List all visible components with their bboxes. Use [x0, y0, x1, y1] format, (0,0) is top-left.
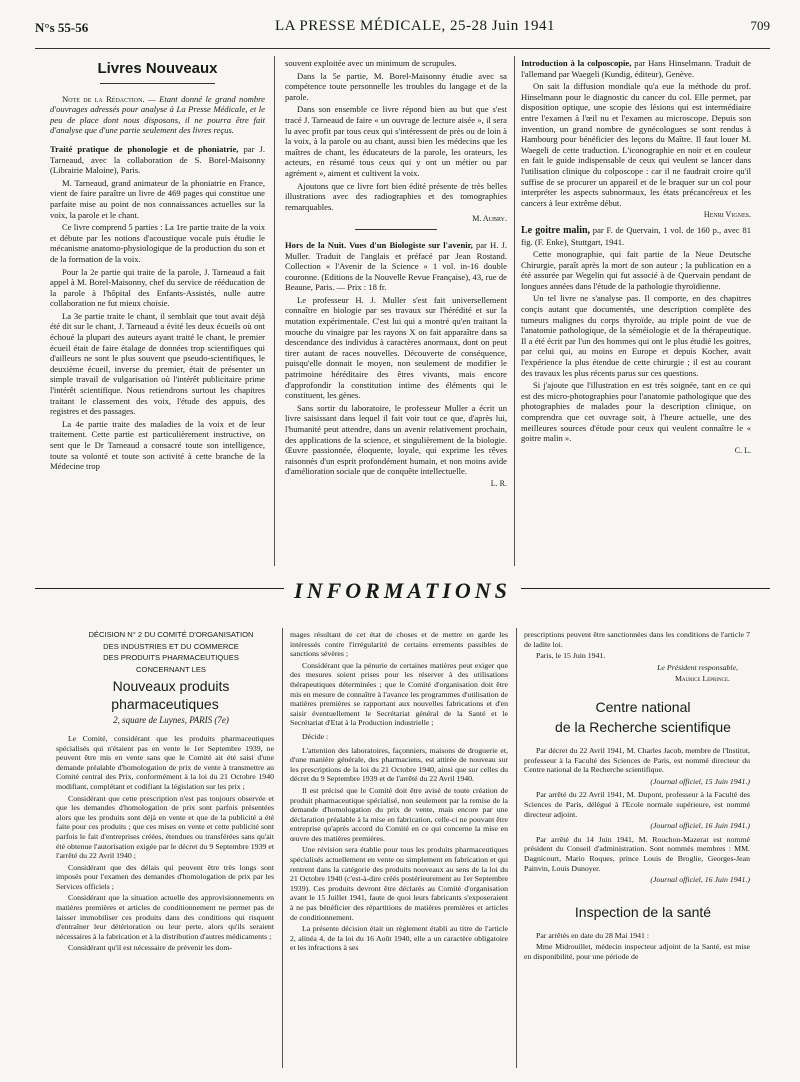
paragraph: Mme Midrouillet, médecin inspecteur adjoint de la Santé, est mise en disponibilité, pour une période de	[524, 942, 750, 961]
paragraph: mages résultant de cet état de choses et de mettre en garde les intéressés contre l'irrégularité de certains errements passibles de sanctions sévères ;	[290, 630, 508, 659]
cnrs-title: Centre national	[595, 698, 691, 715]
column-divider	[274, 56, 275, 566]
column-divider	[282, 628, 283, 1068]
sante-title: Inspection de la santé	[574, 903, 712, 920]
decision-address: 2, square de Luynes, PARIS (7e)	[113, 715, 229, 726]
paragraph: Décide :	[302, 731, 329, 741]
book-meta: par H. J. Muller. Traduit de l'anglais et préfacé par Jean Rostand. Collection « l'Avenir de la Science » 1 vol. in-16 double couronne. (Editions de la Nouvelle Revue Française), 43, rue de Beaune, Paris. — Prix : 18 fr.	[285, 239, 507, 293]
reference: (Journal officiel, 16 Juin 1941.)	[650, 821, 750, 831]
paragraph: Il est précisé que le Comité doit être avisé de toute création de produit pharmaceutique spécialisé, non seulement par la remise de la demande d'homologation du prix de vente, mais encore par une déclaration préalable à la mise en fabrication, celle-ci ne pouvant être entreprise qu'après accord du Comité en ce qui concerne la mise en œuvre des matières premières.	[290, 785, 508, 843]
paragraph: Dans son ensemble ce livre répond bien au but que s'est tracé J. Tarneaud de faire « un ouvrage de lecture aisée », il sera lu avec profit par tous ceux qui s'intéressent de près ou de loin à la voix, à la parole ou au chant, aussi bien les médecins que les maîtres de chant, les éducateurs de la parole, les orateurs, les acteurs, en résumé tous ceux qui y ont un métier ou par agrément », aiment et cultivent la voix.	[285, 104, 507, 178]
column-livres-1	[50, 58, 265, 566]
signature-name: Maurice Leprince.	[674, 674, 730, 684]
paragraph: Le Comité, considérant que les produits pharmaceutiques spécialisés qui n'étaient pas en vente le 1er Septembre 1939, ne peuvent être mis en vente sans que le Comité ait été saisi d'une demande préalable d'homologation de prix de vente à transmettre au Comité central des Prix, conformément à la loi du 21 Octobre 1940 modifiant, complétant et codifiant la législation sur les prix ;	[56, 733, 274, 791]
book-title: Introduction à la colposcopie,	[521, 58, 632, 68]
signature: Henri Vignes.	[703, 210, 751, 220]
editor-note-label: Note de la Rédaction.	[62, 93, 145, 104]
paragraph: L'attention des laboratoires, façonniers, maisons de droguerie et, d'une manière générale, des pharmaciens, est attirée de nouveau sur les prescriptions de la loi du 21 Octobre 1940, ainsi que sur celles du décret du 9 Septembre 1939 et de l'arrêté du 22 Avril 1940.	[290, 745, 508, 784]
book-entry-3	[521, 58, 751, 79]
info-column-3	[524, 630, 750, 1070]
decision-head-line: DES PRODUITS PHARMACEUTIQUES	[103, 653, 239, 663]
paragraph: Par arrêté du 22 Avril 1941, M. Dupont, professeur à la Faculté des Sciences de Paris, délégué à l'Ecole normale supérieure, est nommé directeur adjoint.	[524, 790, 750, 819]
paragraph: Ce livre comprend 5 parties : La 1re partie traite de la voix et débute par les notions d'acoustique vocale puis étudie le mécanisme anatomo-physiologique de la production du son et de la formation de la voix.	[50, 222, 265, 264]
paragraph: La 4e partie traite des maladies de la voix et de leur traitement. Cette partie est particulièrement instructive, on sent que le Dr Tarneaud a consacré toute son intelligence, toute sa volonté et toute son activité à cette branche de la Médecine trop	[50, 418, 265, 472]
paragraph: Considérant qu'il est nécessaire de prévenir les dom-	[68, 943, 233, 953]
paragraph: Considérant que la pénurie de certaines matières peut exiger que des mesures soient prises pour les réserver à des utilisations thérapeutiques déterminées ; que le Comité d'organisation doit être mis en mesure de connaître à l'avance les programmes d'utilisation de matières premières se rapportant aux nouvelles fabrications et d'en saisir éventuellement le Secrétariat général de la Santé et le Secrétariat d'Etat à la Production industrielle ;	[290, 660, 508, 728]
editor-note	[50, 94, 265, 136]
title-rule	[100, 83, 215, 84]
paragraph: Pour la 2e partie qui traite de la parole, J. Tarneaud a fait appel à M. Borel-Maisonny, chef du service de rééducation de la parole à l'hôpital des Enfants-Assistés, nulle autre collaboration ne fut mieux choisie.	[50, 266, 265, 309]
paragraph: Considérant que cette prescription n'est pas toujours observée et que les demandes d'homologation de prix sont parfois présentées alors que les produits sont déjà en vente et que de la publicité a été faite pour ces produits ; que ces mises en vente et cette publicité sont parfois le fait d'entreprises créées, étendues ou transférées sans qu'ait été obtenue l'autorisation exigée par le décret du 9 Septembre 1939 et l'arrêté du 22 Avril 1940 ;	[56, 793, 274, 861]
book-entry-1	[50, 144, 265, 176]
issue-number: N°s 55-56	[35, 20, 89, 35]
banner-title: INFORMATIONS	[284, 578, 521, 603]
signature: M. Aubry.	[472, 214, 507, 224]
paragraph: Une révision sera établie pour tous les produits pharmaceutiques spécialisés actuellement en vente ou simplement en fabrication et qui rentrent dans la catégorie des produits nouveaux au sens de la loi du 21 Octobre 1940 (c'est-à-dire créés postérieurement au 1er Septembre 1939). Ces produits devront être déclarés au Comité d'organisation avant le 15 Juillet 1941, faute de quoi leurs fabricants s'exposeraient à ne pas bénéficier des répartitions de matières premières et articles de conditionnement.	[290, 845, 508, 922]
paragraph: Considérant que la situation actuelle des approvisionnements en matières premières et articles de conditionnement ne permet pas de laisser immobiliser ces produits dans des conditions qui risquent d'entraîner leur détérioration ou leur perte, alors qu'ils seraient nécessaires à la fabrication et à la distribution d'autres médicaments ;	[56, 893, 274, 941]
info-column-2	[290, 630, 508, 1070]
journal-title: LA PRESSE MÉDICALE, 25-28 Juin 1941	[275, 18, 556, 34]
separator-rule	[355, 229, 437, 230]
paragraph: Un tel livre ne s'analyse pas. Il comporte, en des chapitres conçis autant que documentés, une description complète des tumeurs malignes du corps thyroïde, au triple point de vue de l'anatomie pathologique, de la séméiologie et de la thérapeutique. Il a été écrit par l'un des hommes qui ont le plus étudié les goitres, par celui qui, au moins en Europe et depuis Kocher, avait l'expérience la plus étendue de cette chirurgie ; il est au courant des travaux les plus récents parus sur ces questions.	[521, 293, 751, 378]
book-meta: par F. de Quervain, 1 vol. de 160 p., avec 81 fig. (F. Enke), Stuttgart, 1941.	[521, 224, 751, 247]
paragraph: Par arrêtés en date du 28 Mai 1941 :	[536, 930, 650, 940]
section-title-livres: Livres Nouveaux	[97, 60, 218, 77]
paragraph: Par décret du 22 Avril 1941, M. Charles Jacob, membre de l'Institut, professeur à la Faculté des Sciences de Paris, est nommé directeur du Centre national de la Recherche scientifique.	[524, 745, 750, 775]
signature: L. R.	[490, 478, 507, 488]
paragraph: Si j'ajoute que l'illustration en est très soignée, tant en ce qui est des micro-photographies pour l'anatomie pathologique que des photographies de malades pour la description clinique, on comprendra que cet ouvrage soit, à l'heure actuelle, une des meilleures sources d'étude pour ceux qui veulent connaître le « goitre malin ».	[521, 380, 751, 444]
book-title: Hors de la Nuit. Vues d'un Biologiste sur l'avenir,	[285, 239, 473, 250]
paragraph: Par arrêté du 14 Juin 1941, M. Rouchon-Mazerat est nommé président du Conseil d'administration. Sont nommés membres : MM. Dagnicourt, Mario Roques, prince Louis de Broglie, Georges-Jean Painvin, Louis Dunoyer.	[524, 834, 750, 873]
paragraph: La présente décision était un règlement établi au titre de l'article 2, alinéa 4, de la loi du 16 Août 1940, elle a un caractère obligatoire et les infractions à ses	[290, 924, 508, 953]
book-meta: par J. Tarneaud, avec la collaboration de S. Borel-Maisonny (Librairie Maloine), Paris.	[50, 143, 265, 176]
page-header	[35, 18, 770, 46]
paragraph: Paris, le 15 Juin 1941.	[536, 651, 606, 661]
paragraph: Dans la 5e partie, M. Borel-Maisonny étudie avec sa compétence toute personnelle les troubles du langage et de la parole.	[285, 70, 507, 102]
paragraph: La 3e partie traite le chant, il semblait que tout avait déjà été dit sur le chant, J. Tarneaud a évité les deux écueils où ont échoué la plupart des auteurs ayant traité le chant, le premier écueil était de faire étalage de données trop scientifiques qui d'ailleurs ne sont le plus souvent que pseudo-scientifiques, le deuxième écueil, inverse du premier, était de présenter un simple travail de vulgarisation où l'intérêt publicitaire prime l'intérêt scientifique. Nous retiendrons surtout les chapitres traitant le classement des voix, l'étude des appuis, des registres et des passages.	[50, 310, 265, 417]
editor-note-text: — Etant donné le grand nombre d'ouvrages adressés pour analyse à La Presse Médicale, et le peu de place dont nous disposons, il ne pourra être fait d'analyse que d'une partie seulement des livres reçus.	[50, 93, 265, 136]
column-livres-2	[285, 58, 507, 566]
book-entry-2	[285, 240, 507, 293]
signature: C. L.	[734, 445, 751, 455]
paragraph: souvent exploitée avec un minimum de scrupules.	[285, 58, 457, 68]
reference: (Journal officiel, 15 Juin 1941.)	[650, 776, 750, 786]
column-divider	[516, 628, 517, 1068]
book-entry-4	[521, 225, 751, 247]
paragraph: M. Tarneaud, grand animateur de la phoniatrie en France, vient de faire paraître un livre de 469 pages qui constitue une parfaite mise au point de nos connaissances actuelles sur la voix, la parole et le chant.	[50, 177, 265, 220]
paragraph: prescriptions peuvent être sanctionnées dans les conditions de l'article 7 de ladite loi.	[524, 630, 750, 649]
reference: (Journal officiel, 16 Juin 1941.)	[650, 875, 750, 885]
decision-head-line: CONCERNANT LES	[136, 664, 206, 674]
book-title: Le goitre malin,	[521, 224, 591, 236]
paragraph: Le professeur H. J. Muller s'est fait universellement connaître en biologie par ses travaux sur l'hérédité et sur la mutation expérimentale. C'est lui qui a montré qu'en traitant la mouche du vinaigre par les rayons X on fait apparaître dans sa descendance des individus à caractères anormaux, dont on peut tirer autant de races nouvelles. Découverte de conséquence, puisqu'elle donnait le moyen, non seulement de modifier le patrimoine héréditaire des êtres vivants, mais encore d'approfondir la constitution intime des éléments qui le constituent, les gènes.	[285, 294, 507, 401]
paragraph: Sans sortir du laboratoire, le professeur Muller a écrit un livre saisissant dans lequel il fait voir tout ce que, d'après lui, l'humanité peut attendre, dans un avenir relativement prochain, des applications de la science, et singulièrement de la biologie. Œuvre passionnée, éloquente, loyale, qui exprime les rêves raisonnés d'un esprit profondément humain, et non moins avide d'amélioration sociale que de conquête intellectuelle.	[285, 402, 507, 477]
column-livres-3	[521, 58, 751, 566]
decision-title: Nouveaux produits pharmaceutiques	[111, 678, 230, 713]
header-rule	[35, 48, 770, 49]
decision-head-line: DES INDUSTRIES ET DU COMMERCE	[103, 641, 239, 651]
paragraph: Considérant que des délais qui peuvent être très longs sont imposés pour l'examen des demandes d'homologation de prix par les Services officiels ;	[56, 862, 274, 891]
cnrs-title: de la Recherche scientifique	[555, 718, 731, 735]
info-column-1	[56, 630, 274, 1070]
paragraph: Cette monographie, qui fait partie de la Neue Deutsche Chirurgie, paraît après la mort de son auteur ; la publication en a été assurée par Wegelin qui fut associé à de Quervain pendant de longues années dans l'étude de la pathologie thyroïdienne.	[521, 249, 751, 291]
book-title: Traité pratique de phonologie et de phoniatrie,	[50, 143, 239, 154]
informations-banner	[35, 578, 770, 618]
paragraph: Ajoutons que ce livre fort bien édité présente de très belles illustrations avec des radiographies et des tomographies remarquables.	[285, 180, 507, 212]
book-meta: par Hans Hinselmann. Traduit de l'allemand par Waegeli (Kundig, éditeur), Genève.	[521, 58, 751, 79]
page-number: 709	[750, 18, 770, 33]
signature-title: Le Président responsable,	[657, 662, 738, 672]
paragraph: On sait la diffusion mondiale qu'a eue la méthode du prof. Hinselmann pour le diagnostic du cancer du col. Elle permet, par disposition optique, une scopie des lésions qui est intermédiaire entre l'examen à l'œil nu et l'examen au microscope. Depuis son invention, un grand nombre de gynécologues se sont rendus à Hambourg pour bénéficier des leçons du Maître. Il faut louer M. Waegeli de cette traduction. L'iconographie en noir et en couleur en fait le guide indispensable de ceux qui veulent se lancer dans l'utilisation clinique du colposcope : car il ne faudrait croire qu'il suffise de se procurer un appareil et de le braquer sur un col pour interpréter les aspects subnormaux, les états précancéreux et les cancers à leur extrême début.	[521, 81, 751, 208]
decision-head-line: DÉCISION N° 2 DU COMITÉ D'ORGANISATION	[88, 630, 254, 639]
column-divider	[514, 56, 515, 566]
